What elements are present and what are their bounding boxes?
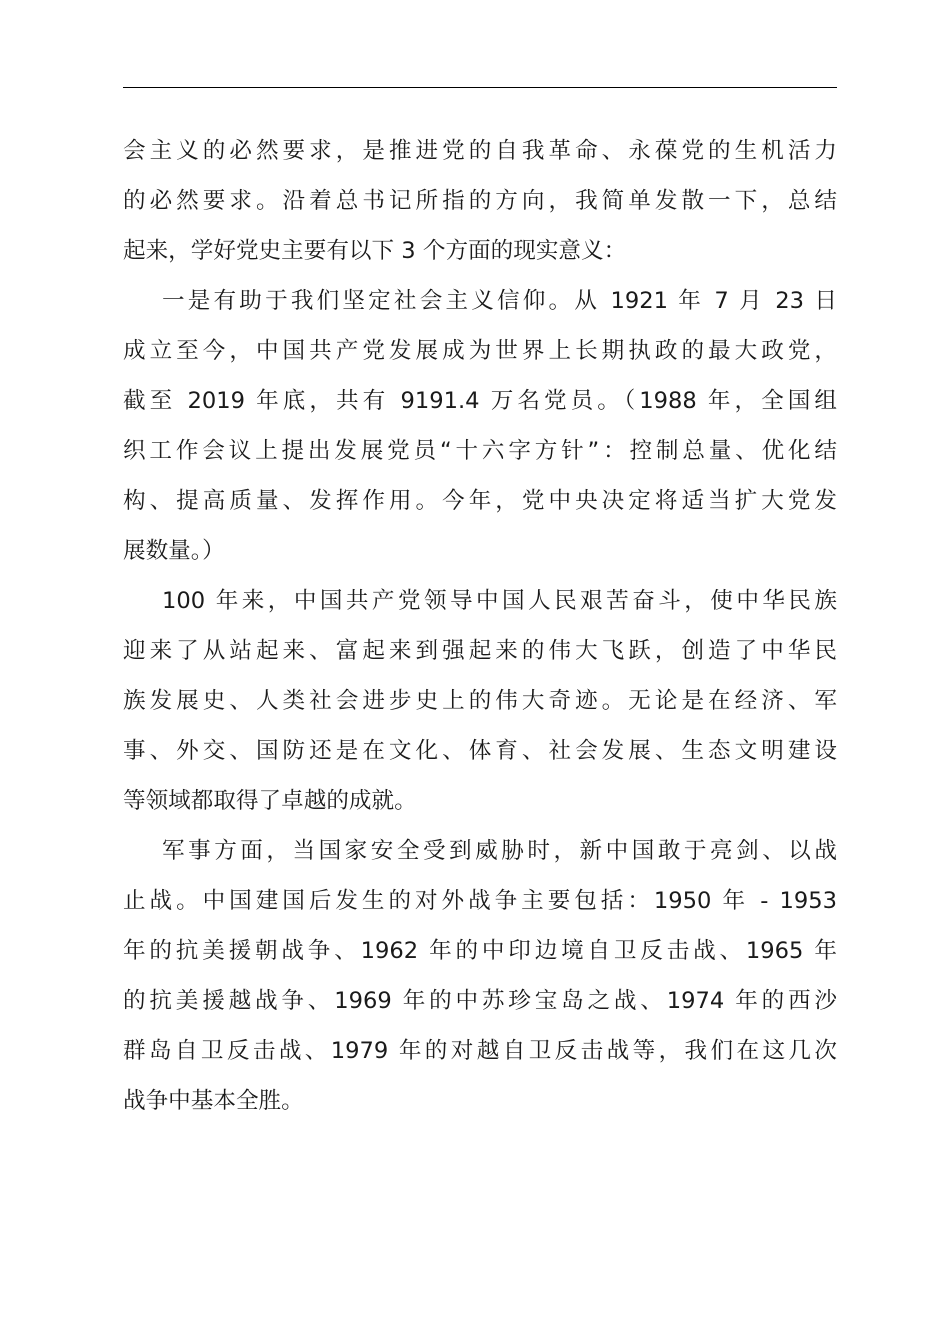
text-line: 构、提高质量、发挥作用。今年，党中央决定将适当扩大党发 — [123, 488, 837, 514]
text-line: 事、外交、国防还是在文化、体育、社会发展、生态文明建设 — [123, 738, 837, 764]
text-line: 会主义的必然要求，是推进党的自我革命、永葆党的生机活力 — [123, 138, 837, 164]
text-line: 展数量。） — [123, 538, 225, 564]
text-line: 成立至今，中国共产党发展成为世界上长期执政的最大政党， — [123, 338, 837, 364]
header-rule — [123, 87, 837, 88]
text-line: 的抗美援越战争、1969 年的中苏珍宝岛之战、1974 年的西沙 — [123, 988, 837, 1014]
text-line: 100 年来，中国共产党领导中国人民艰苦奋斗，使中华民族 — [162, 588, 837, 614]
text-line: 年的抗美援朝战争、1962 年的中印边境自卫反击战、1965 年 — [123, 938, 837, 964]
paragraph — [123, 826, 837, 1126]
text-line: 一是有助于我们坚定社会主义信仰。从 1921 年 7 月 23 日 — [162, 288, 837, 314]
text-line: 等领域都取得了卓越的成就。 — [123, 788, 417, 814]
paragraph — [123, 276, 837, 576]
text-line: 族发展史、人类社会进步史上的伟大奇迹。无论是在经济、军 — [123, 688, 837, 714]
text-line: 迎来了从站起来、富起来到强起来的伟大飞跃，创造了中华民 — [123, 638, 837, 664]
text-line: 织工作会议上提出发展党员“十六字方针”：控制总量、优化结 — [123, 438, 837, 464]
body-text — [123, 126, 837, 1126]
text-line: 军事方面，当国家安全受到威胁时，新中国敢于亮剑、以战 — [162, 838, 837, 864]
text-line: 群岛自卫反击战、1979 年的对越自卫反击战等，我们在这几次 — [123, 1038, 837, 1064]
text-line: 的必然要求。沿着总书记所指的方向，我简单发散一下，总结 — [123, 188, 837, 214]
text-line: 战争中基本全胜。 — [123, 1088, 304, 1114]
text-line: 截至 2019 年底，共有 9191.4 万名党员。（1988 年，全国组 — [123, 388, 837, 414]
paragraph — [123, 126, 837, 276]
text-line: 止战。中国建国后发生的对外战争主要包括：1950 年 - 1953 — [123, 888, 837, 914]
paragraph — [123, 576, 837, 826]
text-line: 起来，学好党史主要有以下 3 个方面的现实意义： — [123, 238, 627, 264]
